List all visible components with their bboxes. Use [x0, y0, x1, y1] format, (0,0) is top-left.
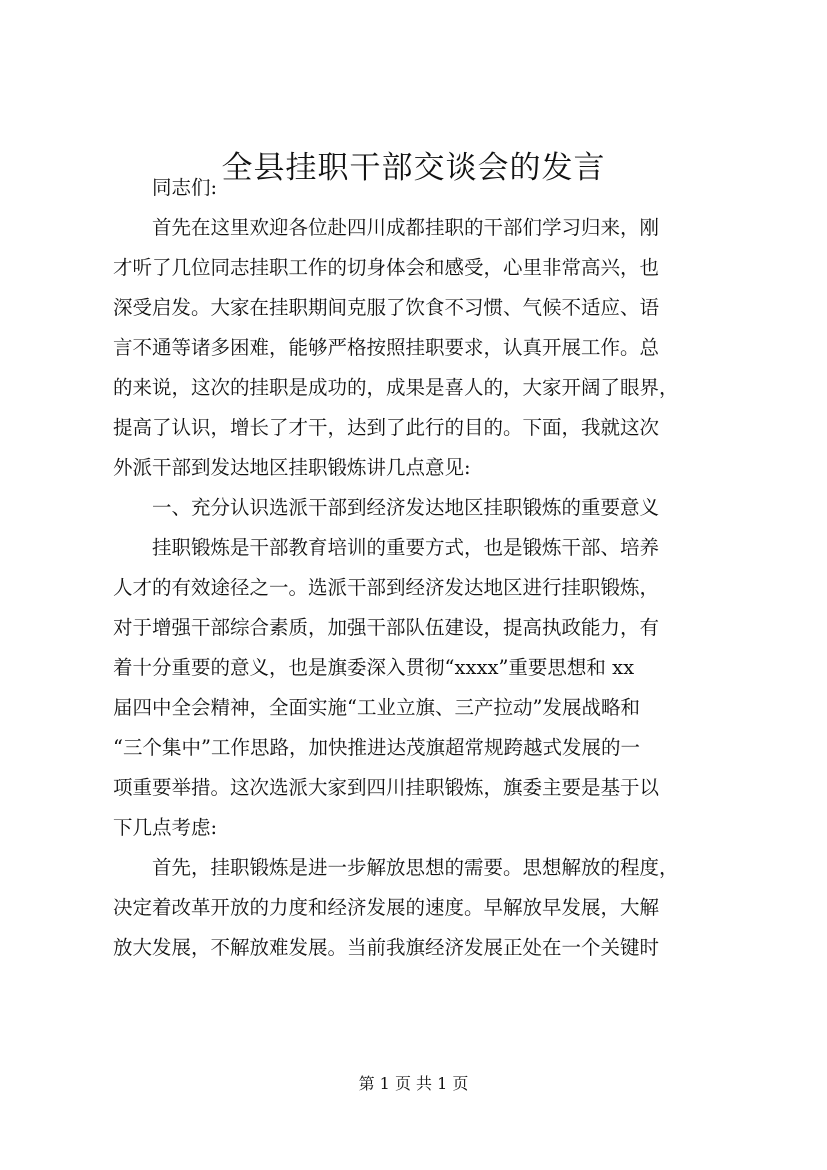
body-line: 首先，挂职锻炼是进一步解放思想的需要。思想解放的程度，: [152, 856, 679, 879]
page-footer: 第 1 页 共 1 页: [358, 1074, 469, 1093]
body-line: “三个集中”工作思路，加快推进达茂旗超常规跨越式发展的一: [113, 736, 640, 759]
body-line: 人才的有效途径之一。选派干部到经济发达地区进行挂职锻炼，: [113, 576, 660, 599]
body-line: 才听了几位同志挂职工作的切身体会和感受，心里非常高兴，也: [113, 256, 660, 279]
body-line: 提高了认识，增长了才干，达到了此行的目的。下面，我就这次: [113, 416, 660, 439]
body-line: 深受启发。大家在挂职期间克服了饮食不习惯、气候不适应、语: [113, 296, 660, 319]
body-line: 着十分重要的意义，也是旗委深入贯彻“xxxx”重要思想和 xx: [113, 656, 635, 679]
document-body: [113, 168, 723, 968]
document-title: 全县挂职干部交谈会的发言: [221, 150, 606, 186]
body-line: 下几点考虑:: [113, 816, 218, 839]
body-line: 言不通等诸多困难，能够严格按照挂职要求，认真开展工作。总: [113, 336, 660, 359]
body-line: 项重要举措。这次选派大家到四川挂职锻炼，旗委主要是基于以: [113, 776, 660, 799]
body-line: 同志们:: [152, 176, 218, 199]
body-line: 决定着改革开放的力度和经济发展的速度。早解放早发展，大解: [113, 896, 660, 919]
body-line: 对于增强干部综合素质，加强干部队伍建设，提高执政能力，有: [113, 616, 660, 639]
body-line: 挂职锻炼是干部教育培训的重要方式，也是锻炼干部、培养: [152, 536, 660, 559]
body-line: 的来说，这次的挂职是成功的，成果是喜人的，大家开阔了眼界，: [113, 376, 679, 399]
body-line: 放大发展，不解放难发展。当前我旗经济发展正处在一个关键时: [113, 936, 660, 959]
body-line: 首先在这里欢迎各位赴四川成都挂职的干部们学习归来，刚: [152, 216, 660, 239]
body-line: 一、充分认识选派干部到经济发达地区挂职锻炼的重要意义: [152, 496, 660, 519]
body-line: 外派干部到发达地区挂职锻炼讲几点意见:: [113, 456, 471, 479]
body-line: 届四中全会精神，全面实施“工业立旗、三产拉动”发展战略和: [113, 696, 640, 719]
